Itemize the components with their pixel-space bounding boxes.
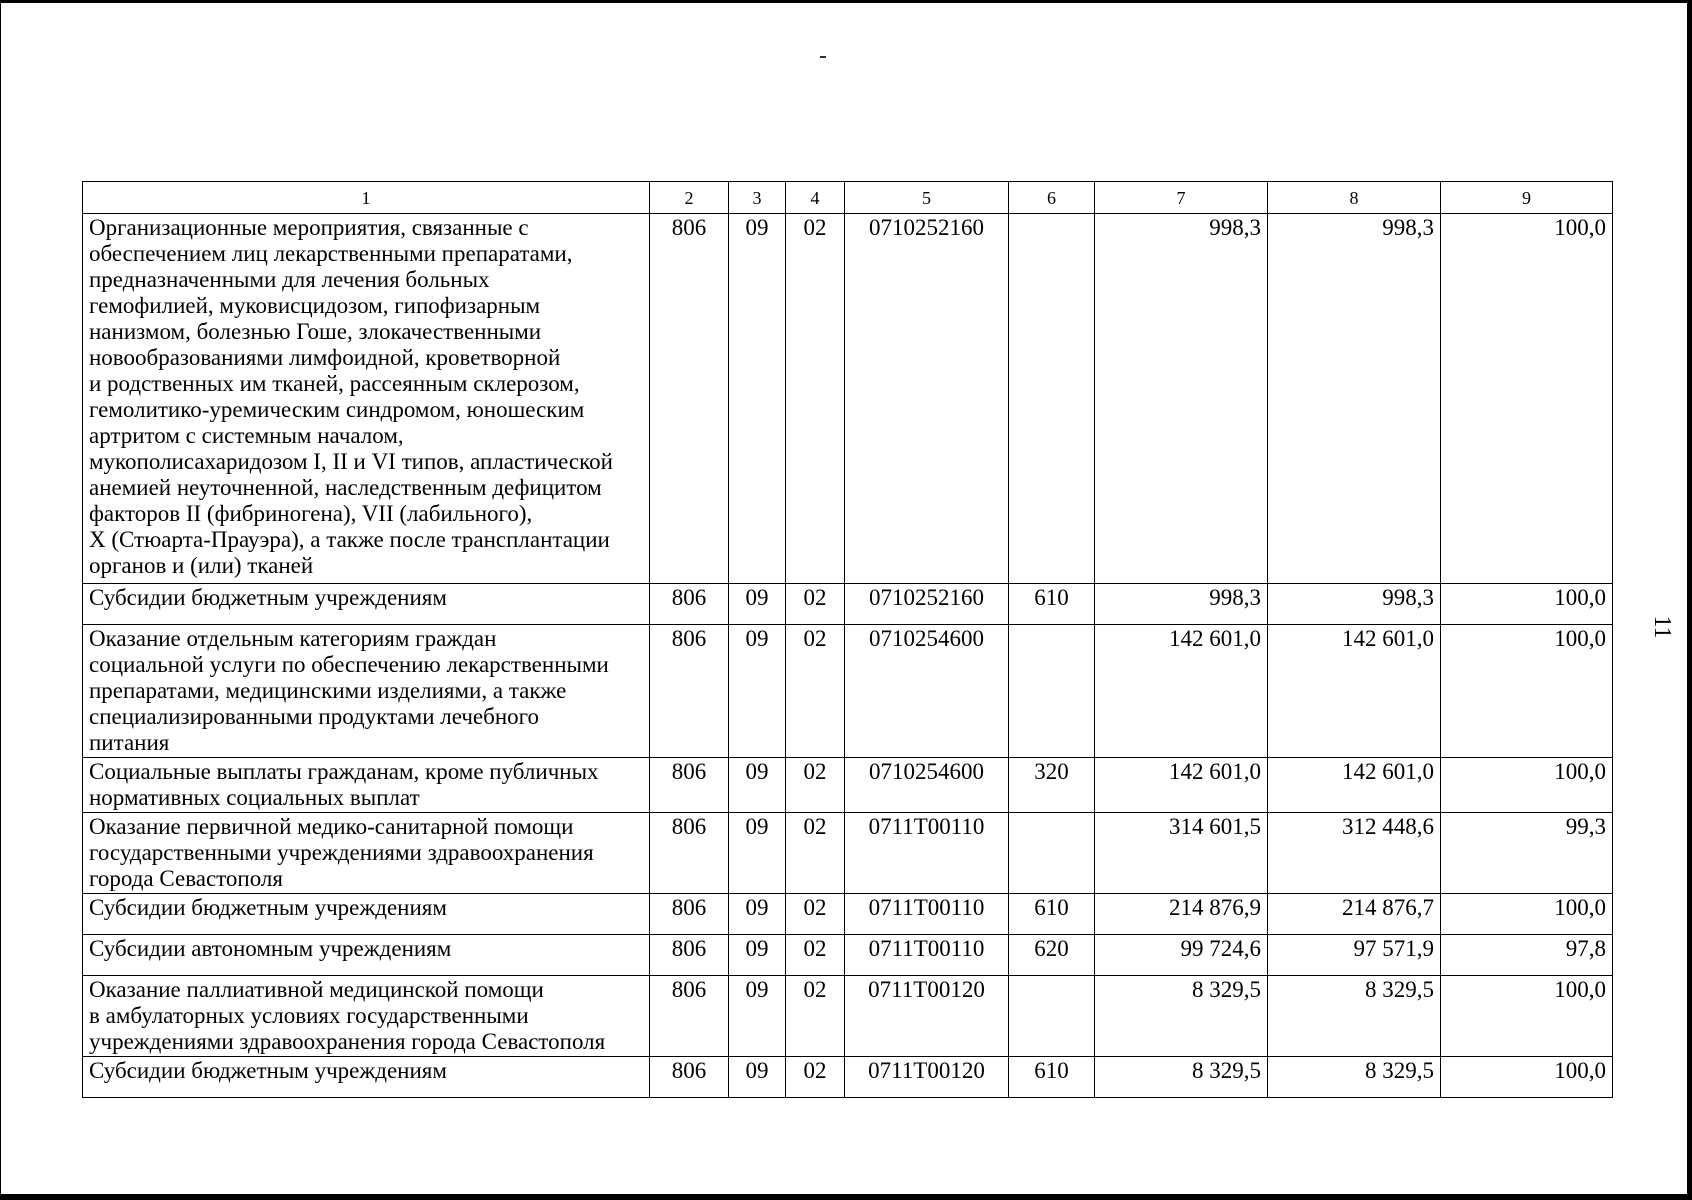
row-subsection-cell: 02 [786, 625, 845, 758]
row-percent-cell: 100,0 [1441, 625, 1613, 758]
row-executed-cell: 312 448,6 [1268, 813, 1441, 894]
row-target-article-cell: 0711T00120 [845, 1057, 1009, 1098]
row-name-cell: Субсидии автономным учреждениям [83, 935, 650, 976]
row-target-article-cell: 0711T00110 [845, 935, 1009, 976]
table-row [83, 584, 1613, 625]
scan-mark [820, 56, 826, 58]
row-code-cell: 806 [650, 625, 729, 758]
table-row [83, 813, 1613, 894]
row-name-cell: Субсидии бюджетным учреждениям [83, 894, 650, 935]
row-subsection-cell: 02 [786, 214, 845, 584]
row-executed-cell: 142 601,0 [1268, 758, 1441, 813]
row-expense-type-cell [1009, 976, 1095, 1057]
row-expense-type-cell: 610 [1009, 894, 1095, 935]
row-subsection-cell: 02 [786, 1057, 845, 1098]
row-planned-cell: 8 329,5 [1095, 1057, 1268, 1098]
row-target-article-cell: 0711T00110 [845, 894, 1009, 935]
header-cell-9: 9 [1441, 182, 1613, 214]
row-executed-cell: 998,3 [1268, 584, 1441, 625]
row-code-cell: 806 [650, 1057, 729, 1098]
header-cell-4: 4 [786, 182, 845, 214]
row-section-cell: 09 [729, 935, 786, 976]
table-row [83, 758, 1613, 813]
row-code-cell: 806 [650, 935, 729, 976]
row-percent-cell: 100,0 [1441, 1057, 1613, 1098]
row-subsection-cell: 02 [786, 894, 845, 935]
header-cell-8: 8 [1268, 182, 1441, 214]
row-target-article-cell: 0710254600 [845, 625, 1009, 758]
row-expense-type-cell: 610 [1009, 1057, 1095, 1098]
row-planned-cell: 998,3 [1095, 214, 1268, 584]
row-expense-type-cell [1009, 214, 1095, 584]
row-code-cell: 806 [650, 758, 729, 813]
row-name-cell: Оказание первичной медико-санитарной помощи государственными учреждениями здравоохранения города Севастополя [83, 813, 650, 894]
row-percent-cell: 100,0 [1441, 584, 1613, 625]
header-row [83, 182, 1613, 214]
header-cell-2: 2 [650, 182, 729, 214]
row-section-cell: 09 [729, 813, 786, 894]
row-subsection-cell: 02 [786, 813, 845, 894]
row-executed-cell: 142 601,0 [1268, 625, 1441, 758]
row-target-article-cell: 0710252160 [845, 584, 1009, 625]
row-section-cell: 09 [729, 625, 786, 758]
row-planned-cell: 998,3 [1095, 584, 1268, 625]
row-percent-cell: 100,0 [1441, 894, 1613, 935]
row-target-article-cell: 0711T00110 [845, 813, 1009, 894]
page-number: 11 [1649, 615, 1675, 639]
row-planned-cell: 314 601,5 [1095, 813, 1268, 894]
table-row [83, 976, 1613, 1057]
row-code-cell: 806 [650, 813, 729, 894]
row-section-cell: 09 [729, 1057, 786, 1098]
row-executed-cell: 8 329,5 [1268, 1057, 1441, 1098]
row-name-cell: Социальные выплаты гражданам, кроме публичных нормативных социальных выплат [83, 758, 650, 813]
budget-table [82, 181, 1613, 1098]
row-subsection-cell: 02 [786, 584, 845, 625]
row-executed-cell: 97 571,9 [1268, 935, 1441, 976]
row-subsection-cell: 02 [786, 935, 845, 976]
table-row [83, 214, 1613, 584]
table-row [83, 625, 1613, 758]
table-row [83, 1057, 1613, 1098]
row-percent-cell: 97,8 [1441, 935, 1613, 976]
row-name-cell: Оказание отдельным категориям граждан социальной услуги по обеспечению лекарственными препаратами, медицинскими изделиями, а также специализированными продуктами лечебного питания [83, 625, 650, 758]
row-planned-cell: 214 876,9 [1095, 894, 1268, 935]
row-expense-type-cell [1009, 625, 1095, 758]
row-percent-cell: 99,3 [1441, 813, 1613, 894]
row-code-cell: 806 [650, 976, 729, 1057]
row-percent-cell: 100,0 [1441, 214, 1613, 584]
row-section-cell: 09 [729, 894, 786, 935]
header-cell-1: 1 [83, 182, 650, 214]
table-row [83, 894, 1613, 935]
row-section-cell: 09 [729, 976, 786, 1057]
row-name-cell: Субсидии бюджетным учреждениям [83, 584, 650, 625]
row-target-article-cell: 0711T00120 [845, 976, 1009, 1057]
row-planned-cell: 99 724,6 [1095, 935, 1268, 976]
row-code-cell: 806 [650, 584, 729, 625]
row-percent-cell: 100,0 [1441, 976, 1613, 1057]
row-target-article-cell: 0710252160 [845, 214, 1009, 584]
header-cell-3: 3 [729, 182, 786, 214]
table-row [83, 935, 1613, 976]
row-expense-type-cell: 620 [1009, 935, 1095, 976]
row-subsection-cell: 02 [786, 976, 845, 1057]
row-executed-cell: 998,3 [1268, 214, 1441, 584]
row-name-cell: Оказание паллиативной медицинской помощи в амбулаторных условиях государственными учреждениями здравоохранения города Севастополя [83, 976, 650, 1057]
row-executed-cell: 8 329,5 [1268, 976, 1441, 1057]
row-name-cell: Субсидии бюджетным учреждениям [83, 1057, 650, 1098]
row-expense-type-cell [1009, 813, 1095, 894]
row-executed-cell: 214 876,7 [1268, 894, 1441, 935]
header-cell-5: 5 [845, 182, 1009, 214]
row-planned-cell: 142 601,0 [1095, 625, 1268, 758]
row-planned-cell: 142 601,0 [1095, 758, 1268, 813]
row-code-cell: 806 [650, 214, 729, 584]
row-section-cell: 09 [729, 214, 786, 584]
row-section-cell: 09 [729, 758, 786, 813]
row-percent-cell: 100,0 [1441, 758, 1613, 813]
row-name-cell: Организационные мероприятия, связанные с обеспечением лиц лекарственными препаратами, предназначенными для лечения больных гемофилией, муковисцидозом, гипофизарным нанизмом, болезнью Гоше, злокачественными новообразованиями лимфоидной, кроветворной и родственных им тканей, рассеянным склерозом, гемолитико-уремическим синдромом, юношеским артритом с системным началом, мукополисахаридозом I, II и VI типов, апластической анемией неуточненной, наследственным дефицитом факторов II (фибриногена), VII (лабильного), X (Стюарта-Прауэра), а также после трансплантации органов и (или) тканей [83, 214, 650, 584]
row-target-article-cell: 0710254600 [845, 758, 1009, 813]
header-cell-6: 6 [1009, 182, 1095, 214]
row-code-cell: 806 [650, 894, 729, 935]
row-planned-cell: 8 329,5 [1095, 976, 1268, 1057]
row-expense-type-cell: 610 [1009, 584, 1095, 625]
row-expense-type-cell: 320 [1009, 758, 1095, 813]
row-section-cell: 09 [729, 584, 786, 625]
row-subsection-cell: 02 [786, 758, 845, 813]
header-cell-7: 7 [1095, 182, 1268, 214]
